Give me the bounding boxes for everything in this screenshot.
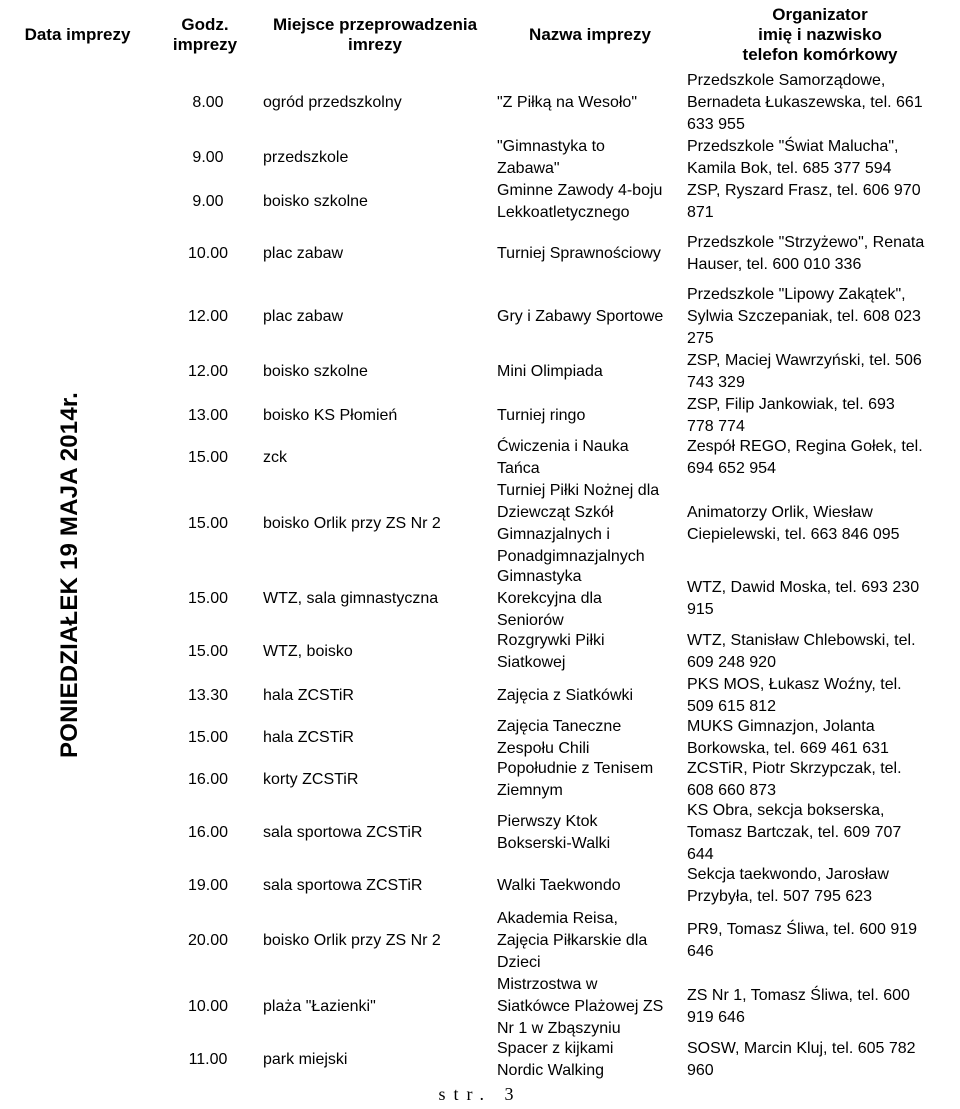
event-cell: Rozgrywki Piłki Siatkowej [497,632,605,671]
organizer-cell: ZCSTiR, Piotr Skrzypczak, tel. 608 660 873 [687,760,902,799]
event-cell: Turniej Piłki Nożnej dla Dziewcząt Szkół Gimnazjalnych i Ponadgimnazjalnych [497,482,660,565]
organizer-cell: PKS MOS, Łukasz Woźny, tel. 509 615 812 [687,676,902,715]
time-cell: 12.00 [187,363,229,380]
table-row [0,232,960,276]
time-cell: 9.00 [192,193,224,210]
place-cell: plac zabaw [263,245,344,262]
header-event [495,0,685,70]
place-cell: boisko szkolne [263,363,368,380]
organizer-cell: ZSP, Filip Jankowiak, tel. 693 778 774 [687,396,895,435]
event-cell: Walki Taekwondo [497,877,621,894]
time-cell: 16.00 [187,824,229,841]
table-row [0,394,960,438]
table-row [0,864,960,908]
table-row [0,350,960,394]
place-cell: hala ZCSTiR [263,687,354,704]
time-cell: 15.00 [187,643,229,660]
organizer-cell: Przedszkole "Strzyżewo", Renata Hauser, tel. 600 010 336 [687,234,925,273]
organizer-cell: SOSW, Marcin Kluj, tel. 605 782 960 [687,1040,916,1079]
event-cell: Spacer z kijkami Nordic Walking [497,1040,614,1079]
time-cell: 13.00 [187,407,229,424]
time-cell: 20.00 [187,932,229,949]
event-cell: "Z Piłką na Wesoło" [497,94,638,111]
table-row [0,480,960,568]
organizer-cell: ZSP, Ryszard Frasz, tel. 606 970 871 [687,182,921,221]
time-cell: 15.00 [187,449,229,466]
time-cell: 11.00 [188,1051,228,1068]
organizer-cell: WTZ, Dawid Moska, tel. 693 230 915 [687,579,920,618]
time-cell: 15.00 [187,729,229,746]
place-cell: WTZ, sala gimnastyczna [263,590,439,607]
event-cell: Pierwszy Ktok Bokserski-Walki [497,813,611,852]
event-cell: Popołudnie z Tenisem Ziemnym [497,760,654,799]
event-cell: "Gimnastyka to Zabawa" [497,138,605,177]
event-cell: Mistrzostwa w Siatkówce Plażowej ZS Nr 1 w Zbąszyniu [497,976,664,1037]
place-cell: boisko Orlik przy ZS Nr 2 [263,515,441,532]
event-cell: Turniej ringo [497,407,586,424]
time-cell: 19.00 [187,877,229,894]
organizer-cell: PR9, Tomasz Śliwa, tel. 600 919 646 [687,921,918,960]
time-cell: 12.00 [187,308,229,325]
organizer-cell: Przedszkole Samorządowe, Bernadeta Łukaszewska, tel. 661 633 955 [687,72,923,133]
event-cell: Gry i Zabawy Sportowe [497,308,664,325]
table-row [0,716,960,760]
header-organizer-label: Organizator imię i nazwisko telefon komórkowy [742,5,898,64]
event-cell: Zajęcia z Siatkówki [497,687,634,704]
table-row [0,1038,960,1082]
organizer-cell: ZSP, Maciej Wawrzyński, tel. 506 743 329 [687,352,922,391]
table-row [0,974,960,1040]
place-cell: hala ZCSTiR [263,729,354,746]
time-cell: 15.00 [187,515,229,532]
time-cell: 10.00 [187,998,229,1015]
header-time [155,0,255,70]
date-label: PONIEDZIAŁEK 19 MAJA 2014r. [56,392,83,758]
header-place [255,0,495,70]
time-cell: 10.00 [187,245,229,262]
table-row [0,908,960,974]
event-cell: Gminne Zawody 4-boju Lekkoatletycznego [497,182,663,221]
time-cell: 8.00 [192,94,224,111]
place-cell: zck [263,449,287,466]
event-cell: Gimnastyka Korekcyjna dla Seniorów [497,568,602,629]
organizer-cell: MUKS Gimnazjon, Jolanta Borkowska, tel. 669 461 631 [687,718,889,757]
organizer-cell: Animatorzy Orlik, Wiesław Ciepielewski, tel. 663 846 095 [687,504,900,543]
place-cell: ogród przedszkolny [263,94,402,111]
table-row [0,630,960,674]
place-cell: WTZ, boisko [263,643,353,660]
table-row [0,436,960,480]
organizer-cell: Przedszkole "Lipowy Zakątek", Sylwia Szczepaniak, tel. 608 023 275 [687,286,921,347]
place-cell: boisko szkolne [263,193,368,210]
organizer-cell: WTZ, Stanisław Chlebowski, tel. 609 248 920 [687,632,916,671]
table-row [0,758,960,802]
time-cell: 16.00 [187,771,229,788]
header-event-label: Nazwa imprezy [529,25,651,44]
organizer-cell: KS Obra, sekcja bokserska, Tomasz Bartczak, tel. 609 707 644 [687,802,902,863]
organizer-cell: ZS Nr 1, Tomasz Śliwa, tel. 600 919 646 [687,987,910,1026]
header-place-label: Miejsce przeprowadzenia imrezy [272,15,478,54]
event-cell: Akademia Reisa, Zajęcia Piłkarskie dla Dzieci [497,910,648,971]
table-row [0,674,960,718]
header-time-label: Godz. imprezy [172,15,238,54]
place-cell: boisko KS Płomień [263,407,398,424]
place-cell: boisko Orlik przy ZS Nr 2 [263,932,441,949]
place-cell: plaża "Łazienki" [263,998,376,1015]
place-cell: przedszkole [263,149,349,166]
page-footer: str. 3 [438,1084,522,1104]
organizer-cell: Przedszkole "Świat Malucha", Kamila Bok, tel. 685 377 594 [687,138,899,177]
organizer-cell: Zespół REGO, Regina Gołek, tel. 694 652 954 [687,438,923,477]
event-cell: Mini Olimpiada [497,363,603,380]
event-cell: Zajęcia Taneczne Zespołu Chili [497,718,622,757]
organizer-cell: Sekcja taekwondo, Jarosław Przybyła, tel. 507 795 623 [687,866,889,905]
header-date-label: Data imprezy [24,25,131,44]
event-cell: Turniej Sprawnościowy [497,245,661,262]
place-cell: sala sportowa ZCSTiR [263,824,423,841]
header-date [0,0,155,70]
table-row [0,800,960,866]
table-row [0,284,960,350]
place-cell: sala sportowa ZCSTiR [263,877,423,894]
table-row [0,136,960,180]
table-row [0,566,960,632]
header-organizer [685,0,955,70]
place-cell: plac zabaw [263,308,344,325]
time-cell: 9.00 [192,149,224,166]
time-cell: 13.30 [187,687,229,704]
event-cell: Ćwiczenia i Nauka Tańca [497,438,629,477]
place-cell: park miejski [263,1051,348,1068]
time-cell: 15.00 [187,590,229,607]
place-cell: korty ZCSTiR [263,771,359,788]
table-row [0,70,960,136]
table-row [0,180,960,224]
